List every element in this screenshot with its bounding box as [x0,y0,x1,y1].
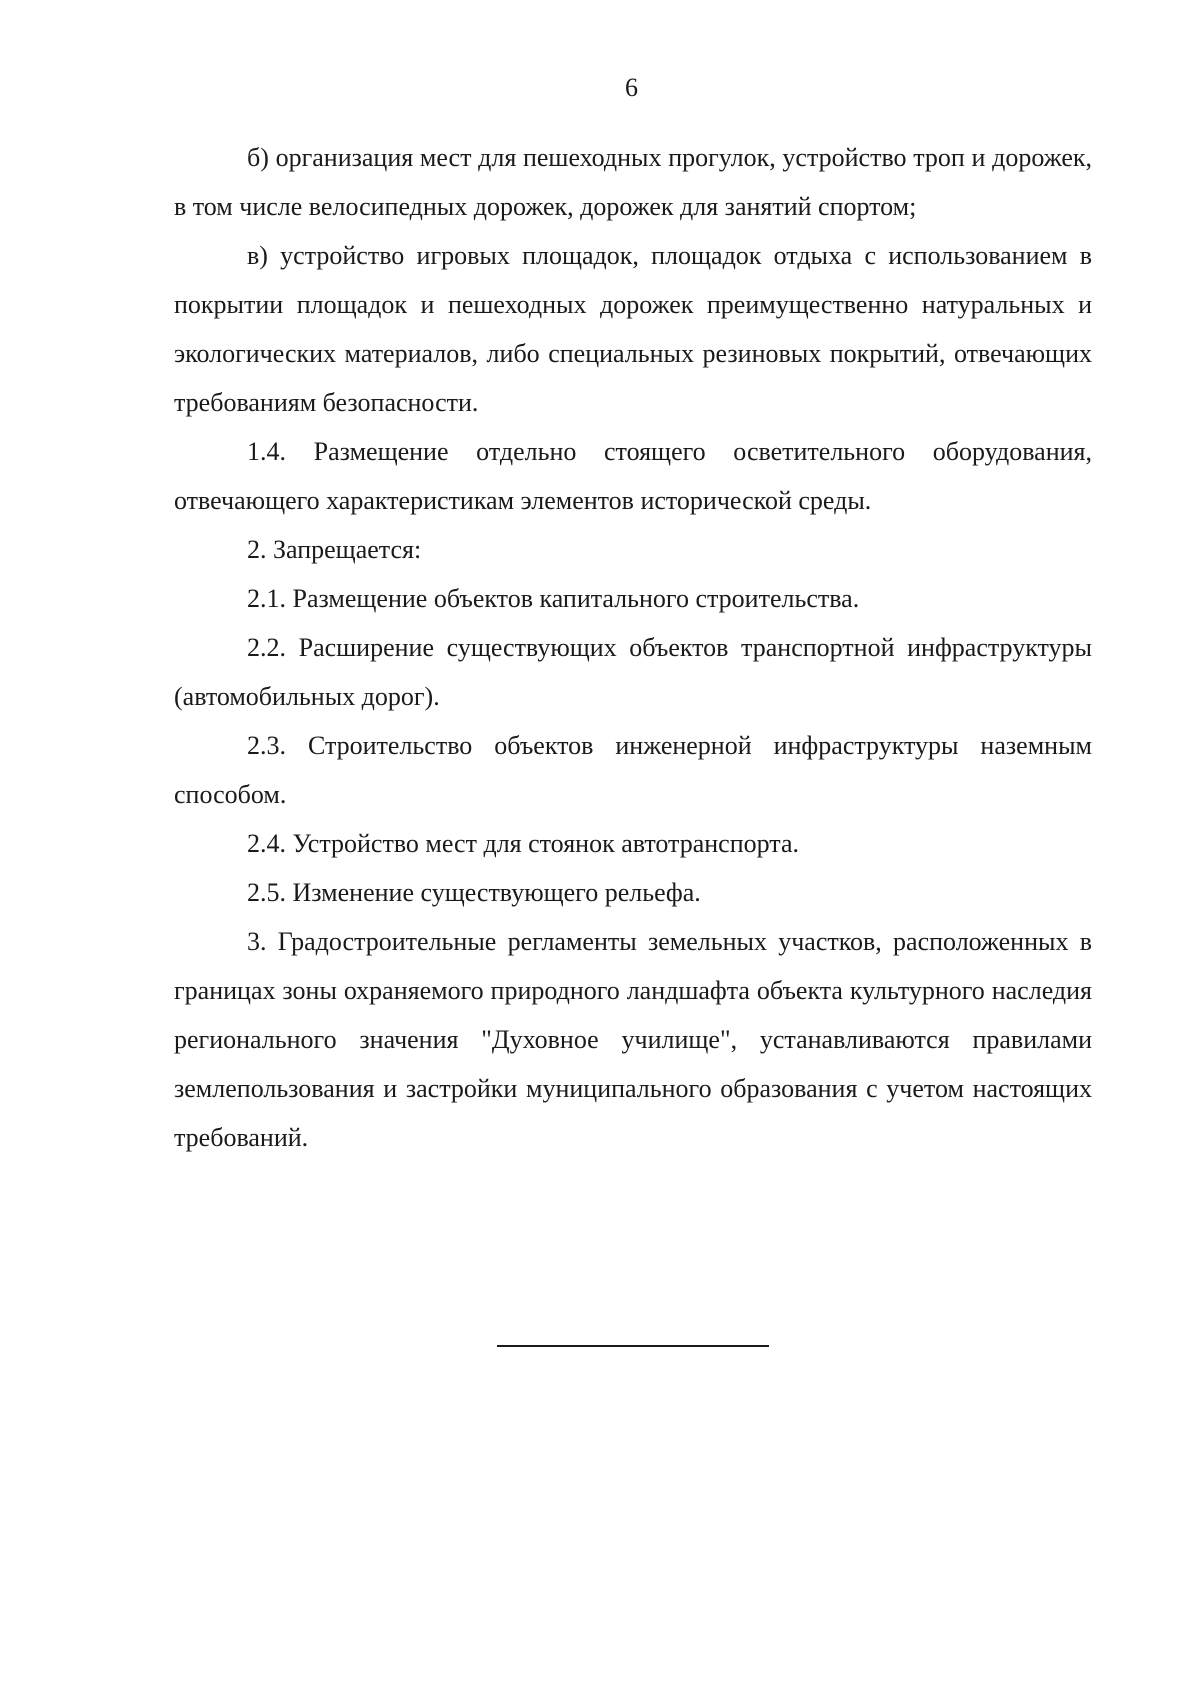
paragraph-2-1: 2.1. Размещение объектов капитального строительства. [247,584,860,613]
document-body [174,133,1092,1162]
paragraph-2-5: 2.5. Изменение существующего рельефа. [247,878,701,907]
paragraph-2-prohibited: 2. Запрещается: [247,535,422,564]
closing-divider [497,1345,769,1347]
paragraph-2-4: 2.4. Устройство мест для стоянок автотранспорта. [247,829,800,858]
paragraph-3-regulations: 3. Градостроительные регламенты земельных участков, расположенных в границах зоны охраняемого природного ландшафта объекта культурного наследия регионального значения "Духовное училище", устанавливаются правилами землепользования и застройки муниципального образования с учетом настоящих требований. [174,927,1092,1152]
page-number: 6 [625,73,638,102]
paragraph-1-4-lighting: 1.4. Размещение отдельно стоящего осветительного оборудования, отвечающего характеристикам элементов исторической среды. [174,437,1092,515]
paragraph-2-3: 2.3. Строительство объектов инженерной инфраструктуры наземным способом. [174,731,1092,809]
paragraph-b-walking-paths: б) организация мест для пешеходных прогулок, устройство троп и дорожек, в том числе велосипедных дорожек, дорожек для занятий спортом; [174,143,1092,221]
paragraph-v-playgrounds: в) устройство игровых площадок, площадок отдыха с использованием в покрытии площадок и пешеходных дорожек преимущественно натуральных и экологических материалов, либо специальных резиновых покрытий, отвечающих требованиям безопасности. [174,241,1092,417]
paragraph-2-2: 2.2. Расширение существующих объектов транспортной инфраструктуры (автомобильных дорог). [174,633,1092,711]
